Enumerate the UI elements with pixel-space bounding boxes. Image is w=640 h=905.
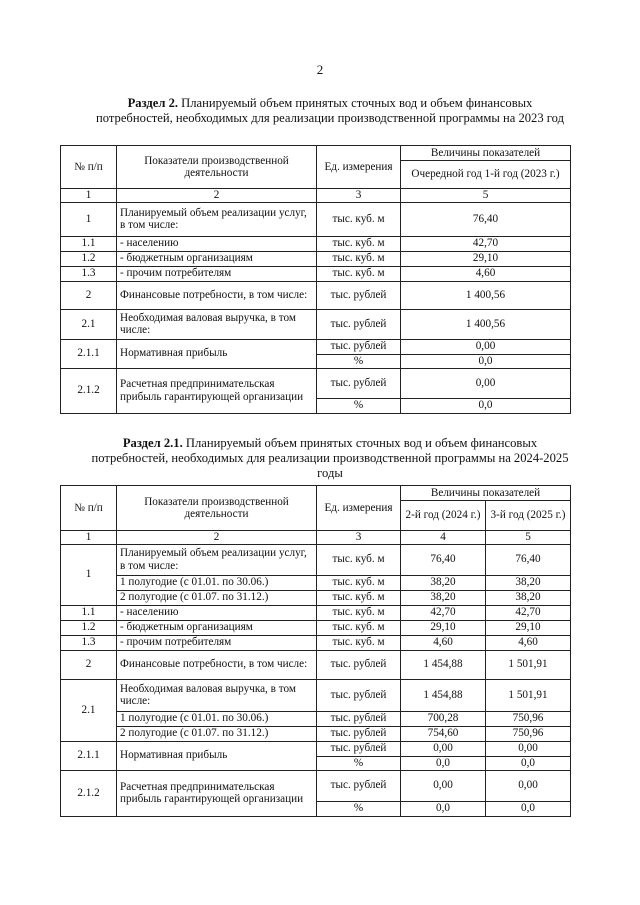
row-name: 2 полугодие (с 01.07. по 31.12.)	[117, 590, 317, 605]
section-2-1-heading	[88, 436, 572, 481]
col-number: 2	[117, 189, 317, 203]
row-unit: тыс. рублей	[317, 650, 401, 679]
row-num: 1	[61, 544, 117, 605]
row-name: - прочим потребителям	[117, 266, 317, 281]
row-unit: тыс. рублей	[317, 309, 401, 339]
header-year-2024: 2-й год (2024 г.)	[401, 501, 486, 531]
table-row	[61, 620, 571, 635]
row-value: 0,0	[401, 354, 571, 368]
col-number: 1	[61, 531, 117, 545]
row-name: Необходимая валовая выручка, в том числе:	[117, 309, 317, 339]
table-row	[61, 544, 571, 575]
row-name: Планируемый объем реализации услуг, в том числе:	[117, 544, 317, 575]
header-indicator: Показатели производственной деятельности	[117, 146, 317, 189]
row-value-2025: 0,0	[486, 756, 571, 770]
row-name: Расчетная предпринимательская прибыль гарантирующей организации	[117, 770, 317, 816]
col-number: 3	[317, 531, 401, 545]
table-row	[61, 309, 571, 339]
row-value-2025: 76,40	[486, 544, 571, 575]
row-value-2025: 0,00	[486, 741, 571, 756]
row-name: Нормативная прибыль	[117, 741, 317, 770]
header-values: Величины показателей	[401, 146, 571, 161]
row-num: 1.2	[61, 251, 117, 266]
row-value-2024: 42,70	[401, 605, 486, 620]
row-value-2024: 38,20	[401, 590, 486, 605]
row-unit: тыс. куб. м	[317, 590, 401, 605]
row-value-2024: 754,60	[401, 726, 486, 741]
row-num: 1.1	[61, 605, 117, 620]
table-row	[61, 679, 571, 711]
row-value-2025: 1 501,91	[486, 650, 571, 679]
row-unit: тыс. куб. м	[317, 575, 401, 590]
row-value-2025: 38,20	[486, 590, 571, 605]
table-2023	[60, 145, 571, 414]
row-value-2025: 29,10	[486, 620, 571, 635]
row-unit: тыс. куб. м	[317, 544, 401, 575]
row-value-2024: 0,0	[401, 756, 486, 770]
section-2-heading-text: Планируемый объем принятых сточных вод и объем финансовых потребностей, необходимых для реализации производственной программы на 2023 год	[96, 96, 564, 125]
row-unit: %	[317, 398, 401, 413]
table-row	[61, 650, 571, 679]
col-number: 5	[401, 189, 571, 203]
table-row	[61, 281, 571, 309]
row-value: 1 400,56	[401, 281, 571, 309]
section-2-1-heading-text: Планируемый объем принятых сточных вод и объем финансовых потребностей, необходимых для реализации производственной программы на 2024-2025 годы	[91, 436, 569, 480]
col-number: 2	[117, 531, 317, 545]
section-2-heading	[88, 96, 572, 126]
row-name: Необходимая валовая выручка, в том числе:	[117, 679, 317, 711]
row-value-2025: 4,60	[486, 635, 571, 650]
row-unit: тыс. рублей	[317, 711, 401, 726]
header-num: № п/п	[61, 486, 117, 531]
row-unit: тыс. куб. м	[317, 251, 401, 266]
row-unit: тыс. куб. м	[317, 202, 401, 236]
header-num: № п/п	[61, 146, 117, 189]
row-value: 76,40	[401, 202, 571, 236]
row-unit: тыс. куб. м	[317, 236, 401, 251]
row-name: Финансовые потребности, в том числе:	[117, 650, 317, 679]
row-value-2024: 0,00	[401, 770, 486, 801]
row-name: 1 полугодие (с 01.01. по 30.06.)	[117, 711, 317, 726]
row-unit: тыс. куб. м	[317, 266, 401, 281]
row-num: 1	[61, 202, 117, 236]
row-num: 1.3	[61, 266, 117, 281]
row-unit: %	[317, 801, 401, 816]
header-year-2023: Очередной год 1-й год (2023 г.)	[401, 161, 571, 189]
table-row	[61, 575, 571, 590]
row-unit: тыс. куб. м	[317, 620, 401, 635]
row-name: 1 полугодие (с 01.01. по 30.06.)	[117, 575, 317, 590]
header-unit: Ед. измерения	[317, 486, 401, 531]
col-number: 3	[317, 189, 401, 203]
row-unit: тыс. рублей	[317, 281, 401, 309]
row-num: 2.1	[61, 679, 117, 741]
row-unit: тыс. рублей	[317, 679, 401, 711]
row-num: 2.1.2	[61, 770, 117, 816]
row-value-2025: 0,00	[486, 770, 571, 801]
page-number: 2	[316, 62, 324, 77]
row-num: 2.1.1	[61, 741, 117, 770]
table-row	[61, 711, 571, 726]
row-value: 1 400,56	[401, 309, 571, 339]
table-row	[61, 266, 571, 281]
row-unit: тыс. рублей	[317, 368, 401, 398]
row-name: Нормативная прибыль	[117, 339, 317, 368]
section-2-1-heading-bold: Раздел 2.1.	[122, 436, 183, 450]
row-unit: тыс. рублей	[317, 741, 401, 756]
row-num: 1.1	[61, 236, 117, 251]
row-value-2024: 700,28	[401, 711, 486, 726]
row-value-2025: 0,0	[486, 801, 571, 816]
row-value-2024: 0,00	[401, 741, 486, 756]
row-value-2025: 38,20	[486, 575, 571, 590]
table-row	[61, 605, 571, 620]
row-unit: тыс. рублей	[317, 339, 401, 354]
row-value-2024: 76,40	[401, 544, 486, 575]
header-unit: Ед. измерения	[317, 146, 401, 189]
row-value: 4,60	[401, 266, 571, 281]
table-row	[61, 251, 571, 266]
row-num: 2.1	[61, 309, 117, 339]
table-row	[61, 202, 571, 236]
table-2024-2025	[60, 485, 571, 817]
row-unit: %	[317, 354, 401, 368]
row-num: 2.1.2	[61, 368, 117, 413]
table-row	[61, 590, 571, 605]
row-value: 0,0	[401, 398, 571, 413]
table-row	[61, 236, 571, 251]
row-name: Планируемый объем реализации услуг, в том числе:	[117, 202, 317, 236]
table-row	[61, 368, 571, 398]
row-name: - бюджетным организациям	[117, 251, 317, 266]
table-row	[61, 635, 571, 650]
row-name: - бюджетным организациям	[117, 620, 317, 635]
row-value-2025: 750,96	[486, 711, 571, 726]
row-value-2025: 1 501,91	[486, 679, 571, 711]
row-unit: тыс. куб. м	[317, 605, 401, 620]
row-num: 2.1.1	[61, 339, 117, 368]
col-number: 1	[61, 189, 117, 203]
row-value: 0,00	[401, 368, 571, 398]
row-name: - населению	[117, 605, 317, 620]
row-value: 0,00	[401, 339, 571, 354]
row-num: 1.3	[61, 635, 117, 650]
table-row	[61, 726, 571, 741]
row-value-2024: 1 454,88	[401, 650, 486, 679]
row-name: Расчетная предпринимательская прибыль гарантирующей организации	[117, 368, 317, 413]
row-unit: тыс. рублей	[317, 770, 401, 801]
row-value-2024: 1 454,88	[401, 679, 486, 711]
row-name: - населению	[117, 236, 317, 251]
row-value: 29,10	[401, 251, 571, 266]
row-value-2024: 38,20	[401, 575, 486, 590]
col-number: 4	[401, 531, 486, 545]
header-year-2025: 3-й год (2025 г.)	[486, 501, 571, 531]
table-row	[61, 339, 571, 354]
header-values: Величины показателей	[401, 486, 571, 501]
header-indicator: Показатели производственной деятельности	[117, 486, 317, 531]
row-num: 2	[61, 281, 117, 309]
row-unit: %	[317, 756, 401, 770]
row-unit: тыс. куб. м	[317, 635, 401, 650]
row-value: 42,70	[401, 236, 571, 251]
table-row	[61, 741, 571, 756]
row-value-2025: 750,96	[486, 726, 571, 741]
row-name: - прочим потребителям	[117, 635, 317, 650]
table-row	[61, 770, 571, 801]
row-name: Финансовые потребности, в том числе:	[117, 281, 317, 309]
row-value-2025: 42,70	[486, 605, 571, 620]
section-2-heading-bold: Раздел 2.	[127, 96, 179, 110]
row-value-2024: 0,0	[401, 801, 486, 816]
row-num: 1.2	[61, 620, 117, 635]
row-unit: тыс. рублей	[317, 726, 401, 741]
row-value-2024: 29,10	[401, 620, 486, 635]
row-name: 2 полугодие (с 01.07. по 31.12.)	[117, 726, 317, 741]
col-number: 5	[486, 531, 571, 545]
row-num: 2	[61, 650, 117, 679]
row-value-2024: 4,60	[401, 635, 486, 650]
